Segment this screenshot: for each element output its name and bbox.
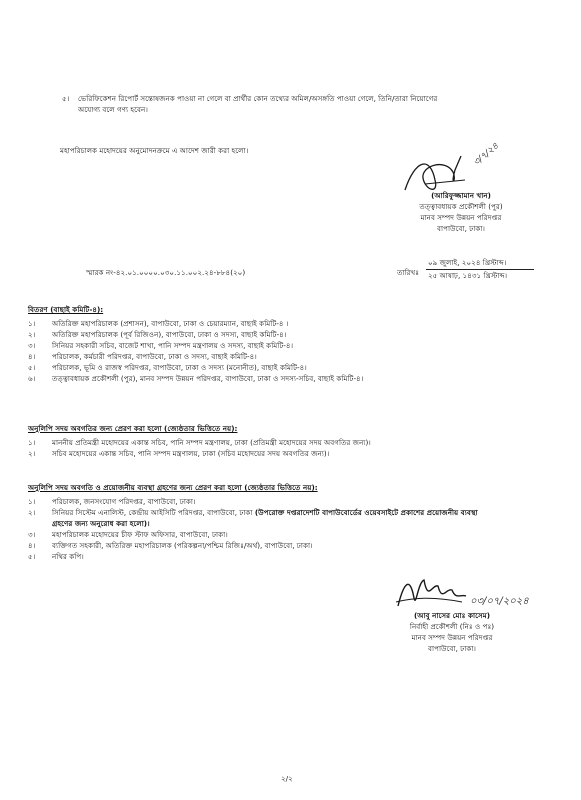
item-text: পরিচালক, কর্মচারী পরিদপ্তর, বাপাউবো, ঢাকা ও সদস্য, বাছাই কমিটি-৪।	[52, 352, 257, 361]
page-number: ২/২	[281, 774, 293, 783]
signatory-1-block	[405, 190, 517, 234]
signature-2-handwritten-date: ০৩/০৭/২০২৪	[470, 596, 529, 607]
item-text-bold-request: (উপরোক্ত দপ্তরাদেশটি বাপাউবোর্ডের ওয়েবসাইটে প্রকাশের প্রয়োজনীয় ব্যবস্থা গ্রহণের জন্য অনুরোধ করা হলো)।	[52, 508, 478, 528]
item-text: সিনিয়র সহকারী সচিব, বাজেট শাখা, পানি সম্পদ মন্ত্রণালয় ও সদস্য, বাছাই কমিটি-৪।	[52, 341, 294, 350]
item-number: ৪।	[28, 541, 36, 550]
item-number: ৪।	[28, 352, 36, 361]
signature-1-handwritten-date: ৩/৭/২৪	[471, 141, 501, 168]
signatory-1-name: (আরিফুজ্জামান খান)	[431, 191, 491, 200]
list-item	[28, 351, 548, 362]
memo-date-label: তারিখঃ	[397, 268, 420, 277]
signatory-2-name: (আবু নাসের মোঃ কাসেম)	[414, 611, 490, 620]
copy-action-heading: অনুলিপি সদয় অবগতি ও প্রয়োজনীয় ব্যবস্থা গ্রহণের জন্য প্রেরণ করা হলো (জ্যেষ্ঠতার ভিত্তিতে নয়):	[28, 483, 318, 492]
list-item	[28, 551, 548, 562]
list-item	[28, 329, 548, 340]
copy-info-heading: অনুলিপি সদয় অবগতির জন্য প্রেরণ করা হলো (জ্যেষ্ঠতার ভিত্তিতে নয়):	[28, 424, 238, 433]
signatory-1-office: মানব সম্পদ উন্নয়ন পরিদপ্তর	[420, 213, 502, 222]
memo-date-bangla: ২৫ আষাঢ়, ১৪৩১ খ্রিস্টাব্দ।	[428, 271, 508, 280]
item-number: ৬।	[28, 374, 36, 383]
list-item	[28, 362, 548, 373]
item-text: সিনিয়র সিস্টেম এনালিস্ট, কেন্দ্রীয় আইসিটি পরিদপ্তর, বাপাউবো, ঢাকা	[52, 508, 255, 517]
signatory-1-location: বাপাউবো, ঢাকা।	[436, 224, 486, 233]
item-text: পরিচালক, ভূমি ও রাজস্ব পরিদপ্তর, বাপাউবো, ঢাকা ও সদস্য (মনোনীত), বাছাই কমিটি-৪।	[52, 363, 307, 372]
list-item	[28, 448, 548, 459]
list-item	[28, 529, 548, 540]
copy-action-list	[28, 496, 548, 562]
signatory-2-location: বাপাউবো, ঢাকা।	[427, 644, 477, 653]
item-text: অতিরিক্ত মহাপরিচালক (প্রশাসন), বাপাউবো, ঢাকা ও চেয়ারম্যান, বাছাই কমিটি-৪ ।	[52, 319, 289, 328]
item-number: ৩।	[28, 341, 36, 350]
signatory-2-office: মানব সম্পদ উন্নয়ন পরিদপ্তর	[411, 633, 493, 642]
memo-number: স্মারক নং-৪২.০১.০০০০.০৩০.১১.০০২.২৪-৮৮৪(২০)	[86, 268, 246, 277]
signature-2-image	[392, 572, 472, 614]
list-item	[28, 437, 548, 448]
signatory-2-designation: নির্বাহী প্রকৌশলী (নিঃ ও পঃ)	[409, 622, 495, 631]
list-item	[28, 496, 548, 507]
list-item	[28, 373, 548, 384]
signatory-2-block	[392, 610, 512, 654]
item-text: মাননীয় প্রতিমন্ত্রী মহোদয়ের একান্ত সচিব, পানি সম্পদ মন্ত্রণালয়, ঢাকা (প্রতিমন্ত্রী মহোদয়ের সদয় অবগতির জন্য)।	[52, 438, 371, 447]
clause-5-number: ৫।	[62, 94, 70, 103]
item-text: সচিব মহোদয়ের একান্ত সচিব, পানি সম্পদ মন্ত্রণালয়, ঢাকা (সচিব মহোদয়ের সদয় অবগতির জন্য)।	[52, 449, 330, 458]
item-number: ১।	[28, 438, 36, 447]
item-text: পরিচালক, জনসংযোগ পরিদপ্তর, বাপাউবো, ঢাকা।	[52, 497, 196, 506]
distribution-list	[28, 318, 548, 384]
copy-info-list	[28, 437, 548, 459]
list-item	[28, 540, 548, 551]
item-text: তত্ত্বাবধায়ক প্রকৌশলী (পুর), মানব সম্পদ উন্নয়ন পরিদপ্তর, বাপাউবো, ঢাকা ও সদস্য-সচিব, বাছাই কমিটি-৪।	[52, 374, 364, 383]
item-text: ব্যক্তিগত সহকারী, অতিরিক্ত মহাপরিচালক (পরিকল্পনা/পশ্চিম রিজিঃ/অর্থ), বাপাউবো, ঢাকা।	[52, 541, 313, 550]
list-item	[28, 318, 548, 329]
item-number: ১।	[28, 319, 36, 328]
list-item	[28, 507, 548, 529]
item-number: ৫।	[28, 363, 36, 372]
memo-date-divider	[426, 269, 534, 270]
signatory-1-designation: তত্ত্বাবধায়ক প্রকৌশলী (পুর)	[419, 202, 503, 211]
memo-date-gregorian: ০৯ জুলাই, ২০২৪ খ্রিস্টাব্দ।	[428, 258, 507, 267]
item-number: ২।	[28, 508, 36, 517]
item-text: মহাপরিচালক মহোদয়ের চীফ স্টাফ অফিসার, বাপাউবো, ঢাকা।	[52, 530, 228, 539]
item-text: অতিরিক্ত মহাপরিচালক (পূর্ব রিজিওন), বাপাউবো, ঢাকা ও সদস্য, বাছাই কমিটি-৪।	[52, 330, 287, 339]
item-text: নথির কপি।	[52, 552, 84, 561]
list-item	[28, 340, 548, 351]
item-number: ২।	[28, 330, 36, 339]
item-number: ১।	[28, 497, 36, 506]
clause-5-line-1: ভেরিফিকেশন রিপোর্ট সন্তোষজনক পাওয়া না গেলে বা প্রার্থীর কোন তথ্যের অমিল/অসঙ্গতি পাওয়া গেলে, তিনি/তারা নিয়োগের	[78, 94, 438, 103]
approval-note: মহাপরিচালক মহোদয়ের অনুমোদনক্রমে এ আদেশ জারী করা হলো।	[60, 146, 249, 155]
distribution-heading: বিতরণ (বাছাই কমিটি-৪):	[28, 305, 104, 314]
item-number: ৫।	[28, 552, 36, 561]
item-number: ৩।	[28, 530, 36, 539]
item-number: ২।	[28, 449, 36, 458]
clause-5-line-2: অযোগ্য বলে গণ্য হবেন।	[78, 105, 148, 114]
